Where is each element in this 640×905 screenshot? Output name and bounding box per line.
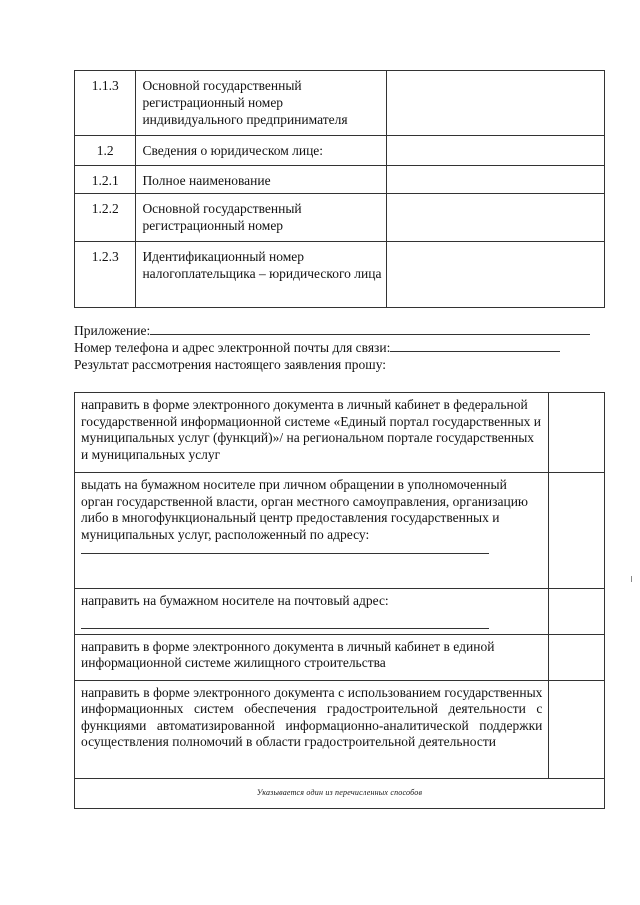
option-text: направить на бумажном носителе на почтовый адрес: <box>81 593 389 608</box>
table-row <box>75 166 605 194</box>
contact-line <box>74 339 614 356</box>
row-number: 1.2 <box>75 136 136 166</box>
row-number: 1.1.3 <box>75 71 136 136</box>
row-number: 1.2.1 <box>75 166 136 194</box>
table-row <box>75 589 605 635</box>
option-text: направить в форме электронного документа в личный кабинет в единой информационной системе жилищного строительства <box>81 638 495 670</box>
row-number: 1.2.3 <box>75 242 136 308</box>
row-value-cell[interactable] <box>387 242 605 308</box>
row-label: Полное наименование <box>136 166 387 194</box>
address-field[interactable] <box>81 545 489 554</box>
delivery-option <box>75 589 549 635</box>
attachment-label: Приложение: <box>74 323 151 338</box>
row-label: Основной государственный регистрационный номер <box>136 194 387 242</box>
contact-field[interactable] <box>390 339 560 352</box>
contact-label: Номер телефона и адрес электронной почты для связи: <box>74 340 391 355</box>
footnote: Указывается один из перечисленных способов <box>75 778 605 809</box>
delivery-option <box>75 680 549 778</box>
delivery-options-table <box>74 392 605 809</box>
row-label: Идентификационный номер налогоплательщика – юридического лица <box>136 242 387 308</box>
result-label: Результат рассмотрения настоящего заявления прошу: <box>74 357 387 372</box>
option-checkbox-cell[interactable] <box>549 473 605 589</box>
row-number: 1.2.2 <box>75 194 136 242</box>
row-value-cell[interactable] <box>387 166 605 194</box>
table-row <box>75 680 605 778</box>
table-row <box>75 194 605 242</box>
table-row <box>75 242 605 308</box>
option-checkbox-cell[interactable] <box>549 393 605 473</box>
postal-address-field[interactable] <box>81 620 489 629</box>
row-value-cell[interactable] <box>387 136 605 166</box>
request-fields <box>74 322 614 373</box>
row-value-cell[interactable] <box>387 71 605 136</box>
option-text: направить в форме электронного документа в личный кабинет в федеральной государственной информационной системе «Единый портал государственных и муниципальных услуг (функций)»/ на региональном портале государственных и муниципальных услуг <box>81 397 542 462</box>
row-label: Основной государственный регистрационный номер индивидуального предпринимателя <box>136 71 387 136</box>
scan-mark <box>631 576 632 582</box>
row-label: Сведения о юридическом лице: <box>136 136 387 166</box>
attachment-line <box>74 322 614 339</box>
table-row <box>75 473 605 589</box>
option-text: направить в форме электронного документа с использованием государственных информационных систем обеспечения градостроительной деятельности с функциями автоматизированной информационно-аналитической поддержки осуществления полномочий в области градостроительной деятельности <box>81 684 543 749</box>
option-text: выдать на бумажном носителе при личном обращении в уполномоченный орган государственной власти, орган местного самоуправления, организацию либо в многофункциональный центр предоставления государственных и муниципальных услуг, расположенный по адресу: <box>81 477 529 542</box>
delivery-option <box>75 473 549 589</box>
table-row <box>75 71 605 136</box>
row-value-cell[interactable] <box>387 194 605 242</box>
attachment-field[interactable] <box>150 322 590 335</box>
delivery-option <box>75 393 549 473</box>
table-row <box>75 393 605 473</box>
applicant-info-table <box>74 70 605 308</box>
table-row <box>75 778 605 809</box>
table-row <box>75 136 605 166</box>
option-checkbox-cell[interactable] <box>549 634 605 680</box>
option-checkbox-cell[interactable] <box>549 589 605 635</box>
delivery-option <box>75 634 549 680</box>
option-checkbox-cell[interactable] <box>549 680 605 778</box>
table-row <box>75 634 605 680</box>
